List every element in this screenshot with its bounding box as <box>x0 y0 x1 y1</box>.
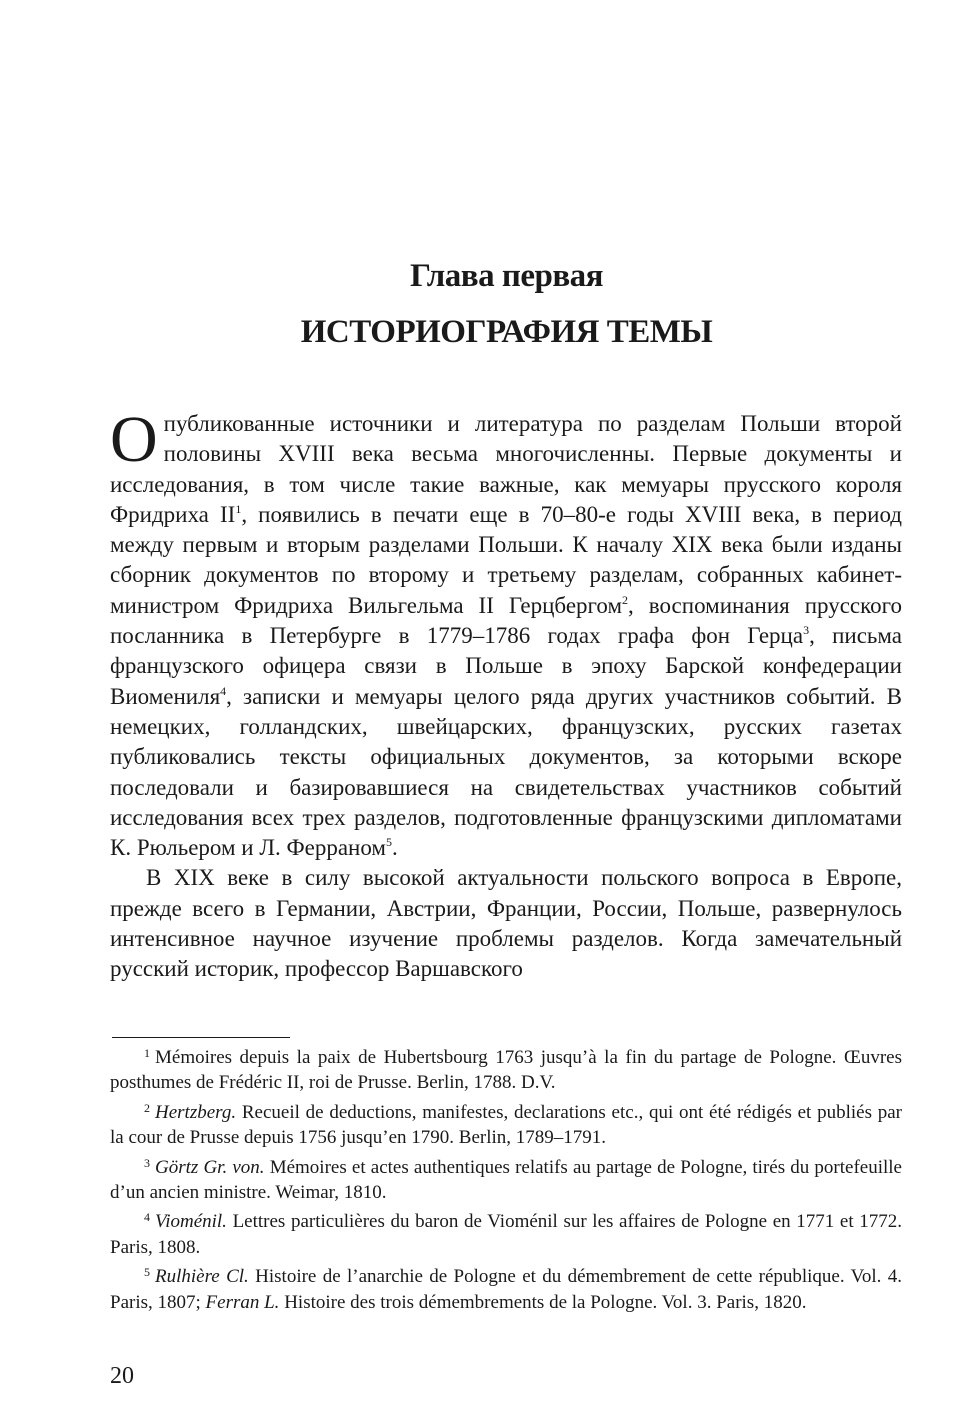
footnotes <box>110 1041 902 1315</box>
footnote-ref-1: 1 <box>235 501 242 516</box>
footnote-1: $^1$ Mémoires depuis la paix de Hubertsbourg 1763 jusqu’à la fin du partage de Pologne. Œuvres posthumes de Frédéric II, roi de Prusse. Berlin, 1788. D.V. <box>110 1046 902 1094</box>
footnote-ref-5: 5 <box>385 835 392 850</box>
footnote-ref-2: 2 <box>622 592 629 607</box>
page-number: 20 <box>110 1363 134 1389</box>
footnote-ref-4: 4 <box>220 683 227 698</box>
chapter-label: Глава первая <box>409 258 604 294</box>
footnote-3: $^3$ Görtz Gr. von. Mémoires et actes authentiques relatifs au partage de Pologne, tirés du portefeuille d’un ancien ministre. Weimar, 1810. <box>110 1155 902 1204</box>
paragraph-2: В XIX веке в силу высокой актуальности польского вопроса в Европе, прежде всего в Германии, Австрии, Франции, России, Польше, развернулось интенсивное научное изучение проблемы разделов. Когда замечательный русский историк, профессор Варшавского <box>110 865 902 982</box>
footnote-5: $^5$ Rulhière Cl. Histoire de l’anarchie de Pologne et du démembrement de cette république. Vol. 4. Paris, 1807; Ferran L. Histoire des trois démembrements de la Pologne. Vol. 3. Paris, 1820. <box>110 1265 903 1313</box>
footnote-4: $^4$ Vioménil. Lettres particulières du baron de Vioménil sur les affaires de Pologne en 1771 et 1772. Paris, 1808. <box>110 1210 903 1258</box>
footnote-ref-3: 3 <box>803 623 810 638</box>
footnote-2: $^2$ Hertzberg. Recueil de deductions, manifestes, declarations etc., qui ont été rédigés et publiés par la cour de Prusse depuis 1756 jusqu’en 1790. Berlin, 1789–1791. <box>110 1100 902 1149</box>
main-text <box>110 403 903 985</box>
footnote-divider <box>112 1037 290 1038</box>
drop-cap: О <box>110 403 158 476</box>
chapter-title: ИСТОРИОГРАФИЯ ТЕМЫ <box>300 314 713 350</box>
paragraph-1: Опубликованные источники и литература по разделам Польши второй половины XVIII века весьма многочисленны. Первые документы и исследования, в том числе такие важные, как мемуары прусского короля Фридриха II$^1$, появились в печати еще в 70–80-е годы XVIII века, в период между первым и вторым разделами Польши. К началу XIX века были изданы сборник документов по второму и третьему разделам, собранных кабинет-министром Фридриха Вильгельма II Герцбергом$^2$, воспоминания прусского посланника в Петербурге в 1779–1786 годах графа фон Герца$^3$, письма французского офицера связи в Польше в эпоху Барской конфедерации Виомениля$^4$, записки и мемуары целого ряда других участников событий. В немецких, голландских, швейцарских, французских, русских газетах публиковались тексты официальных документов, за которыми вскоре последовали и базировавшиеся на свидетельствах участников событий исследования всех трех разделов, подготовленные французскими дипломатами К. Рюльером и Л. Ферраном$^5$. <box>110 403 903 861</box>
